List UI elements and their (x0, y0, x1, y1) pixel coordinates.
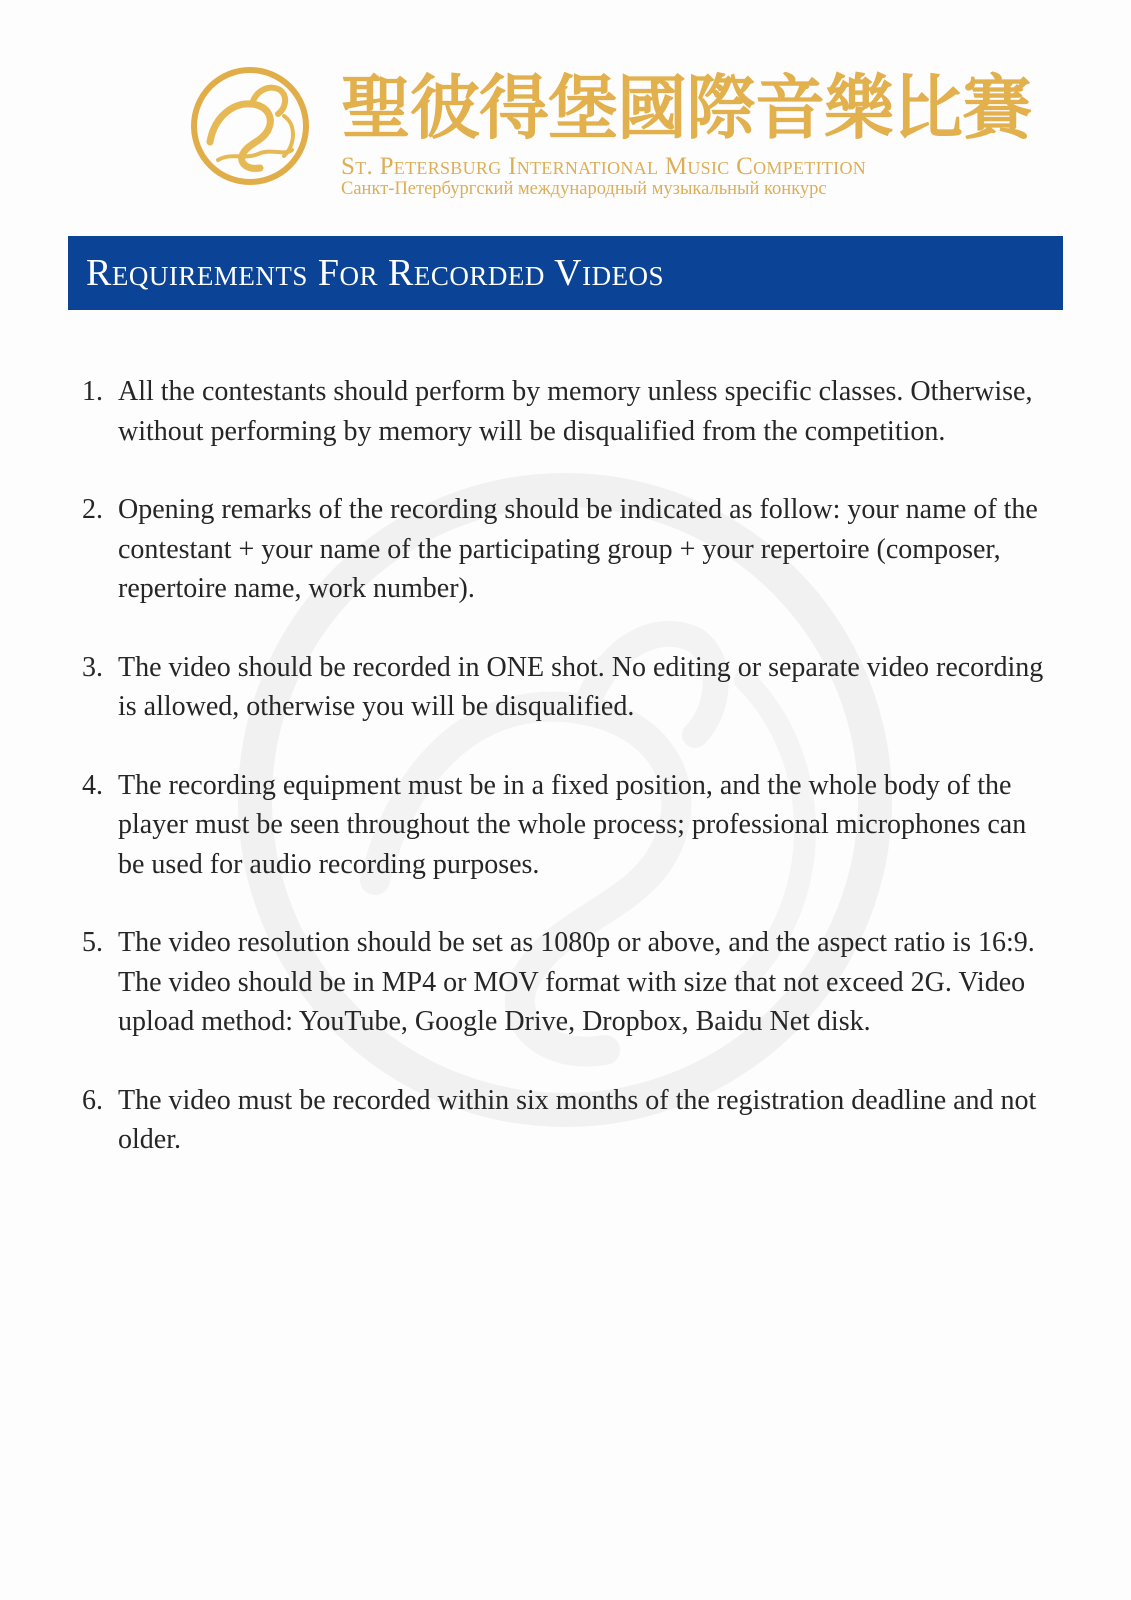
item-number: 4. (82, 769, 103, 801)
item-text: The video resolution should be set as 1080p or above, and the aspect ratio is 16:9. The video should be in MP4 or MOV format with size that not exceed 2G. Video upload method: YouTube, Google Drive, Dropbox, Baidu Net disk. (118, 927, 1035, 1037)
list-item (82, 766, 1057, 885)
russian-title: Санкт-Петербургский международный музыкальный конкурс (341, 179, 827, 199)
item-number: 2. (82, 494, 103, 525)
item-text: The video must be recorded within six months of the registration deadline and not older. (118, 1084, 1037, 1155)
item-text: All the contestants should perform by memory unless specific classes. Otherwise, without performing by memory will be disqualified from the competition. (118, 376, 1033, 447)
competition-logo (188, 64, 1031, 204)
requirements-list (82, 372, 1057, 1199)
item-number: 5. (82, 927, 103, 958)
list-item (82, 372, 1057, 451)
section-banner (68, 236, 1063, 310)
item-number: 3. (82, 651, 103, 683)
chinese-title: 聖彼得堡國際音樂比賽 (341, 67, 1031, 149)
item-text: Opening remarks of the recording should be indicated as follow: your name of the contestant + your name of the participating group + your repertoire (composer, repertoire name, work number). (118, 494, 1038, 604)
item-number: 1. (82, 376, 103, 407)
item-text: The video should be recorded in ONE shot. No editing or separate video recording is allowed, otherwise you will be disqualified. (118, 651, 1044, 722)
section-title: Requirements For Recorded Videos (86, 252, 665, 294)
list-item (82, 1081, 1057, 1160)
list-item (82, 490, 1057, 609)
item-number: 6. (82, 1084, 103, 1116)
list-item (82, 648, 1057, 727)
golden-horse-emblem-icon (188, 64, 312, 188)
list-item (82, 923, 1057, 1042)
english-title: St. Petersburg International Music Competition (341, 153, 867, 180)
item-text: The recording equipment must be in a fixed position, and the whole body of the player must be seen throughout the whole process; professional microphones can be used for audio recording purposes. (118, 769, 1027, 880)
